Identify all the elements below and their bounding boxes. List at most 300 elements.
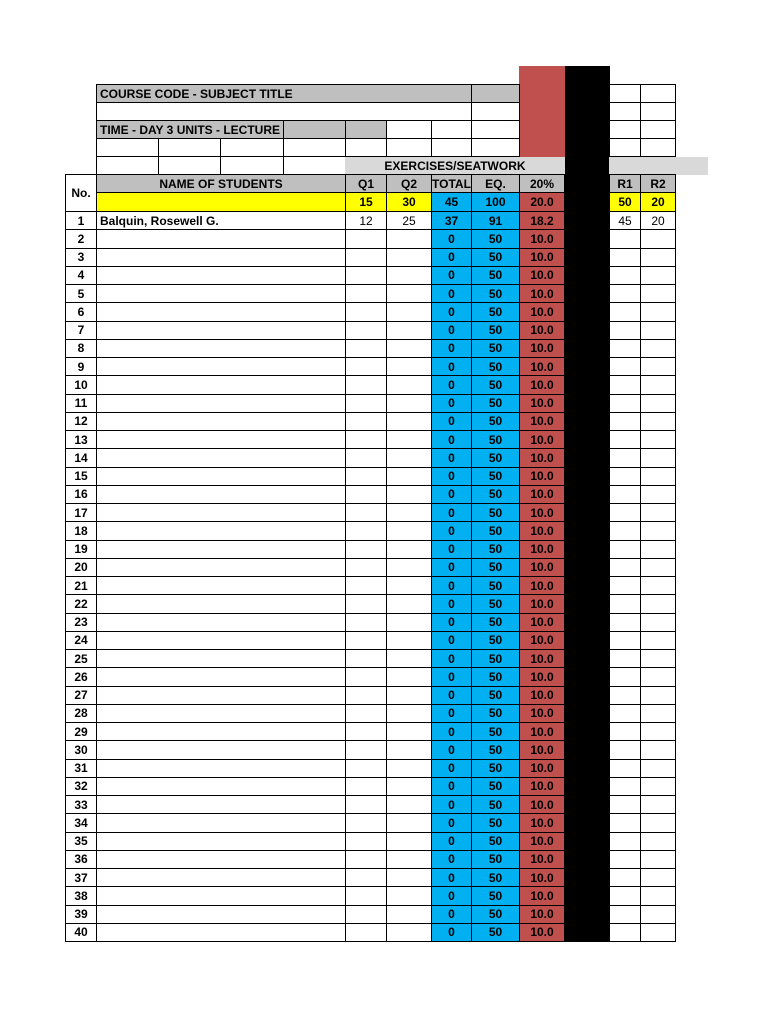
cell-q2[interactable] xyxy=(386,740,432,759)
section-title-exercises[interactable]: EXERCISES/SEATWORK xyxy=(345,157,565,175)
cell-eq[interactable]: 50 xyxy=(471,722,520,741)
cell-total[interactable]: 0 xyxy=(431,357,472,376)
cell-no[interactable]: 13 xyxy=(65,430,97,449)
cell-q1[interactable] xyxy=(345,850,387,869)
cell-total[interactable]: 0 xyxy=(431,284,472,303)
cell-eq[interactable]: 50 xyxy=(471,795,520,814)
cell-name[interactable] xyxy=(96,540,346,559)
cell-r2[interactable] xyxy=(640,339,676,358)
cell-no[interactable]: 40 xyxy=(65,923,97,942)
cell-no[interactable]: 38 xyxy=(65,886,97,905)
cell-no[interactable]: 30 xyxy=(65,740,97,759)
cell-eq[interactable]: 50 xyxy=(471,704,520,723)
column-header-name[interactable]: NAME OF STUDENTS xyxy=(96,174,346,193)
cell-pct[interactable]: 18.2 xyxy=(519,211,565,230)
header-r2-cell[interactable] xyxy=(640,138,676,157)
cell-q1[interactable] xyxy=(345,503,387,522)
cell-q1[interactable] xyxy=(345,339,387,358)
cell-q2[interactable] xyxy=(386,832,432,851)
cell-pct[interactable]: 10.0 xyxy=(519,631,565,650)
header-blank-cell[interactable] xyxy=(345,138,387,157)
cell-pct[interactable]: 10.0 xyxy=(519,649,565,668)
cell-q2[interactable] xyxy=(386,576,432,595)
cell-eq[interactable]: 50 xyxy=(471,777,520,796)
cell-total[interactable]: 0 xyxy=(431,485,472,504)
cell-q2[interactable] xyxy=(386,759,432,778)
header-r2-cell[interactable] xyxy=(640,84,676,103)
cell-q2[interactable] xyxy=(386,339,432,358)
cell-name[interactable] xyxy=(96,430,346,449)
cell-pct[interactable]: 10.0 xyxy=(519,686,565,705)
cell-no[interactable]: 1 xyxy=(65,211,97,230)
cell-total[interactable]: 0 xyxy=(431,521,472,540)
cell-q1[interactable] xyxy=(345,759,387,778)
cell-name[interactable] xyxy=(96,302,346,321)
cell-no[interactable]: 33 xyxy=(65,795,97,814)
cell-eq[interactable]: 50 xyxy=(471,430,520,449)
cell-q2[interactable] xyxy=(386,613,432,632)
cell-r2[interactable] xyxy=(640,832,676,851)
cell-q1[interactable] xyxy=(345,266,387,285)
cell-name[interactable] xyxy=(96,868,346,887)
cell-no[interactable]: 18 xyxy=(65,521,97,540)
cell-q1[interactable] xyxy=(345,886,387,905)
cell-name[interactable] xyxy=(96,412,346,431)
cell-no[interactable]: 26 xyxy=(65,667,97,686)
cell-no[interactable]: 32 xyxy=(65,777,97,796)
column-header-percent[interactable]: 20% xyxy=(519,174,565,193)
cell-no[interactable]: 20 xyxy=(65,558,97,577)
cell-name[interactable] xyxy=(96,722,346,741)
cell-r2[interactable] xyxy=(640,284,676,303)
cell-q1[interactable] xyxy=(345,248,387,267)
cell-r2[interactable] xyxy=(640,558,676,577)
cell-total[interactable]: 0 xyxy=(431,795,472,814)
cell-name[interactable] xyxy=(96,229,346,248)
cell-q2[interactable] xyxy=(386,649,432,668)
cell-eq[interactable]: 50 xyxy=(471,394,520,413)
cell-q2[interactable] xyxy=(386,357,432,376)
cell-total[interactable]: 0 xyxy=(431,832,472,851)
cell-total[interactable]: 0 xyxy=(431,412,472,431)
cell-r2[interactable] xyxy=(640,576,676,595)
cell-r1[interactable] xyxy=(609,485,641,504)
cell-pct[interactable]: 10.0 xyxy=(519,905,565,924)
cell-no[interactable]: 35 xyxy=(65,832,97,851)
cell-r2[interactable] xyxy=(640,594,676,613)
cell-r2[interactable] xyxy=(640,394,676,413)
cell-q1[interactable] xyxy=(345,485,387,504)
cell-r2[interactable] xyxy=(640,813,676,832)
cell-eq[interactable]: 50 xyxy=(471,759,520,778)
time-day-cell[interactable]: TIME - DAY 3 UNITS - LECTURE xyxy=(96,120,284,139)
cell-r2[interactable] xyxy=(640,740,676,759)
cell-eq[interactable]: 50 xyxy=(471,649,520,668)
cell-r2[interactable] xyxy=(640,540,676,559)
cell-eq[interactable]: 50 xyxy=(471,868,520,887)
cell-q2[interactable] xyxy=(386,923,432,942)
cell-total[interactable]: 0 xyxy=(431,558,472,577)
cell-r1[interactable] xyxy=(609,229,641,248)
cell-name[interactable] xyxy=(96,558,346,577)
max-score-q2[interactable]: 30 xyxy=(386,192,432,212)
cell-q1[interactable] xyxy=(345,704,387,723)
header-r1-cell[interactable] xyxy=(609,102,641,121)
cell-eq[interactable]: 50 xyxy=(471,248,520,267)
cell-no[interactable]: 36 xyxy=(65,850,97,869)
cell-name[interactable] xyxy=(96,740,346,759)
cell-total[interactable]: 0 xyxy=(431,375,472,394)
cell-name[interactable] xyxy=(96,375,346,394)
column-header-r1[interactable]: R1 xyxy=(609,174,641,193)
cell-r1[interactable] xyxy=(609,540,641,559)
cell-q1[interactable] xyxy=(345,722,387,741)
cell-q1[interactable] xyxy=(345,357,387,376)
cell-r1[interactable] xyxy=(609,905,641,924)
cell-total[interactable]: 0 xyxy=(431,886,472,905)
header-blank-cell[interactable] xyxy=(220,138,284,157)
header-blank-cell[interactable] xyxy=(386,120,432,139)
cell-pct[interactable]: 10.0 xyxy=(519,832,565,851)
cell-pct[interactable]: 10.0 xyxy=(519,521,565,540)
cell-no[interactable]: 39 xyxy=(65,905,97,924)
cell-no[interactable]: 6 xyxy=(65,302,97,321)
cell-total[interactable]: 0 xyxy=(431,777,472,796)
cell-name[interactable] xyxy=(96,503,346,522)
cell-r1[interactable] xyxy=(609,375,641,394)
cell-r1[interactable] xyxy=(609,430,641,449)
cell-eq[interactable]: 50 xyxy=(471,412,520,431)
cell-pct[interactable]: 10.0 xyxy=(519,412,565,431)
cell-q2[interactable] xyxy=(386,704,432,723)
cell-total[interactable]: 0 xyxy=(431,631,472,650)
cell-total[interactable]: 0 xyxy=(431,649,472,668)
max-score-q1[interactable]: 15 xyxy=(345,192,387,212)
cell-q1[interactable] xyxy=(345,686,387,705)
cell-q1[interactable] xyxy=(345,631,387,650)
cell-total[interactable]: 0 xyxy=(431,722,472,741)
cell-no[interactable]: 29 xyxy=(65,722,97,741)
cell-name[interactable] xyxy=(96,467,346,486)
cell-name[interactable] xyxy=(96,485,346,504)
cell-r1[interactable] xyxy=(609,467,641,486)
cell-pct[interactable]: 10.0 xyxy=(519,485,565,504)
cell-eq[interactable]: 50 xyxy=(471,485,520,504)
cell-total[interactable]: 0 xyxy=(431,868,472,887)
cell-no[interactable]: 12 xyxy=(65,412,97,431)
header-r1-cell[interactable] xyxy=(609,138,641,157)
cell-no[interactable]: 15 xyxy=(65,467,97,486)
cell-no[interactable]: 27 xyxy=(65,686,97,705)
cell-no[interactable]: 7 xyxy=(65,321,97,340)
cell-no[interactable]: 24 xyxy=(65,631,97,650)
cell-r1[interactable] xyxy=(609,722,641,741)
cell-name[interactable] xyxy=(96,923,346,942)
cell-name[interactable] xyxy=(96,832,346,851)
cell-pct[interactable]: 10.0 xyxy=(519,266,565,285)
cell-q2[interactable] xyxy=(386,886,432,905)
cell-r2[interactable] xyxy=(640,923,676,942)
cell-q1[interactable] xyxy=(345,576,387,595)
cell-no[interactable]: 4 xyxy=(65,266,97,285)
cell-no[interactable]: 19 xyxy=(65,540,97,559)
header-blank-cell[interactable] xyxy=(471,138,520,157)
cell-total[interactable]: 0 xyxy=(431,813,472,832)
cell-r1[interactable] xyxy=(609,248,641,267)
cell-no[interactable]: 9 xyxy=(65,357,97,376)
cell-r1[interactable] xyxy=(609,886,641,905)
cell-r2[interactable] xyxy=(640,485,676,504)
cell-r1[interactable] xyxy=(609,266,641,285)
cell-q2[interactable] xyxy=(386,448,432,467)
cell-total[interactable]: 0 xyxy=(431,923,472,942)
cell-r2[interactable] xyxy=(640,905,676,924)
cell-r1[interactable] xyxy=(609,832,641,851)
cell-r1[interactable] xyxy=(609,576,641,595)
cell-name[interactable] xyxy=(96,649,346,668)
cell-r2[interactable] xyxy=(640,722,676,741)
cell-r1[interactable] xyxy=(609,339,641,358)
cell-eq[interactable]: 50 xyxy=(471,467,520,486)
cell-q2[interactable] xyxy=(386,412,432,431)
cell-name[interactable] xyxy=(96,795,346,814)
cell-name[interactable] xyxy=(96,886,346,905)
cell-r2[interactable] xyxy=(640,759,676,778)
cell-r2[interactable] xyxy=(640,667,676,686)
cell-eq[interactable]: 50 xyxy=(471,740,520,759)
cell-total[interactable]: 0 xyxy=(431,759,472,778)
cell-r1[interactable] xyxy=(609,813,641,832)
column-header-no[interactable]: No. xyxy=(65,174,97,212)
cell-name[interactable] xyxy=(96,613,346,632)
cell-r1[interactable] xyxy=(609,631,641,650)
cell-pct[interactable]: 10.0 xyxy=(519,448,565,467)
cell-total[interactable]: 0 xyxy=(431,704,472,723)
cell-r1[interactable] xyxy=(609,302,641,321)
cell-q2[interactable] xyxy=(386,321,432,340)
cell-eq[interactable]: 50 xyxy=(471,540,520,559)
cell-q2[interactable] xyxy=(386,813,432,832)
cell-r1[interactable] xyxy=(609,357,641,376)
cell-q1[interactable]: 12 xyxy=(345,211,387,230)
cell-q2[interactable] xyxy=(386,375,432,394)
cell-q1[interactable] xyxy=(345,375,387,394)
cell-pct[interactable]: 10.0 xyxy=(519,795,565,814)
cell-q2[interactable] xyxy=(386,868,432,887)
max-score-percent[interactable]: 20.0 xyxy=(519,192,565,212)
cell-r1[interactable] xyxy=(609,448,641,467)
cell-q1[interactable] xyxy=(345,832,387,851)
cell-eq[interactable]: 50 xyxy=(471,357,520,376)
cell-q2[interactable]: 25 xyxy=(386,211,432,230)
cell-q2[interactable] xyxy=(386,777,432,796)
cell-q1[interactable] xyxy=(345,868,387,887)
cell-q1[interactable] xyxy=(345,229,387,248)
column-header-r2[interactable]: R2 xyxy=(640,174,676,193)
header-r1-cell[interactable] xyxy=(609,84,641,103)
cell-r2[interactable] xyxy=(640,521,676,540)
cell-r1[interactable] xyxy=(609,795,641,814)
cell-name[interactable] xyxy=(96,686,346,705)
cell-eq[interactable]: 50 xyxy=(471,284,520,303)
cell-q1[interactable] xyxy=(345,795,387,814)
cell-total[interactable]: 0 xyxy=(431,430,472,449)
cell-q2[interactable] xyxy=(386,248,432,267)
cell-r2[interactable] xyxy=(640,248,676,267)
cell-pct[interactable]: 10.0 xyxy=(519,430,565,449)
cell-total[interactable]: 0 xyxy=(431,740,472,759)
cell-name[interactable] xyxy=(96,631,346,650)
header-r1-cell[interactable] xyxy=(609,120,641,139)
cell-r1[interactable] xyxy=(609,594,641,613)
cell-r1[interactable] xyxy=(609,759,641,778)
cell-no[interactable]: 11 xyxy=(65,394,97,413)
cell-total[interactable]: 0 xyxy=(431,503,472,522)
cell-eq[interactable]: 50 xyxy=(471,923,520,942)
cell-pct[interactable]: 10.0 xyxy=(519,321,565,340)
cell-pct[interactable]: 10.0 xyxy=(519,923,565,942)
cell-q2[interactable] xyxy=(386,594,432,613)
cell-pct[interactable]: 10.0 xyxy=(519,339,565,358)
cell-q2[interactable] xyxy=(386,795,432,814)
cell-q1[interactable] xyxy=(345,905,387,924)
cell-pct[interactable]: 10.0 xyxy=(519,248,565,267)
cell-q1[interactable] xyxy=(345,594,387,613)
cell-r1[interactable] xyxy=(609,521,641,540)
cell-q1[interactable] xyxy=(345,613,387,632)
cell-r2[interactable] xyxy=(640,302,676,321)
header-blank-cell[interactable] xyxy=(220,156,284,175)
cell-q2[interactable] xyxy=(386,521,432,540)
cell-no[interactable]: 5 xyxy=(65,284,97,303)
cell-name[interactable] xyxy=(96,521,346,540)
cell-q2[interactable] xyxy=(386,229,432,248)
cell-total[interactable]: 0 xyxy=(431,905,472,924)
cell-r1[interactable] xyxy=(609,321,641,340)
cell-pct[interactable]: 10.0 xyxy=(519,302,565,321)
cell-eq[interactable]: 50 xyxy=(471,321,520,340)
cell-pct[interactable]: 10.0 xyxy=(519,850,565,869)
cell-r2[interactable] xyxy=(640,229,676,248)
cell-q2[interactable] xyxy=(386,631,432,650)
cell-total[interactable]: 0 xyxy=(431,266,472,285)
cell-total[interactable]: 0 xyxy=(431,576,472,595)
cell-total[interactable]: 0 xyxy=(431,686,472,705)
header-blank-cell[interactable] xyxy=(96,156,159,175)
cell-name[interactable] xyxy=(96,777,346,796)
cell-name[interactable] xyxy=(96,266,346,285)
cell-r2[interactable] xyxy=(640,266,676,285)
cell-r1[interactable] xyxy=(609,284,641,303)
cell-total[interactable]: 0 xyxy=(431,321,472,340)
cell-no[interactable]: 2 xyxy=(65,229,97,248)
cell-eq[interactable]: 50 xyxy=(471,576,520,595)
max-score-eq[interactable]: 100 xyxy=(471,192,520,212)
course-code-aux-cell[interactable] xyxy=(471,84,520,103)
cell-name[interactable] xyxy=(96,667,346,686)
cell-pct[interactable]: 10.0 xyxy=(519,375,565,394)
cell-pct[interactable]: 10.0 xyxy=(519,558,565,577)
cell-q2[interactable] xyxy=(386,686,432,705)
cell-q1[interactable] xyxy=(345,430,387,449)
cell-name[interactable] xyxy=(96,321,346,340)
cell-name[interactable] xyxy=(96,850,346,869)
max-score-total[interactable]: 45 xyxy=(431,192,472,212)
cell-r2[interactable] xyxy=(640,357,676,376)
cell-pct[interactable]: 10.0 xyxy=(519,284,565,303)
cell-total[interactable]: 0 xyxy=(431,394,472,413)
header-blank-cell[interactable] xyxy=(386,138,432,157)
cell-pct[interactable]: 10.0 xyxy=(519,229,565,248)
cell-r1[interactable] xyxy=(609,649,641,668)
cell-q1[interactable] xyxy=(345,321,387,340)
header-r2-cell[interactable] xyxy=(640,102,676,121)
cell-eq[interactable]: 50 xyxy=(471,339,520,358)
cell-eq[interactable]: 50 xyxy=(471,375,520,394)
cell-q1[interactable] xyxy=(345,923,387,942)
column-header-q2[interactable]: Q2 xyxy=(386,174,432,193)
cell-name[interactable] xyxy=(96,339,346,358)
cell-total[interactable]: 0 xyxy=(431,594,472,613)
header-gray-cell[interactable] xyxy=(283,120,346,139)
cell-pct[interactable]: 10.0 xyxy=(519,613,565,632)
cell-eq[interactable]: 50 xyxy=(471,631,520,650)
cell-q1[interactable] xyxy=(345,540,387,559)
cell-pct[interactable]: 10.0 xyxy=(519,759,565,778)
cell-no[interactable]: 23 xyxy=(65,613,97,632)
cell-r1[interactable] xyxy=(609,503,641,522)
cell-no[interactable]: 25 xyxy=(65,649,97,668)
cell-eq[interactable]: 50 xyxy=(471,594,520,613)
cell-total[interactable]: 0 xyxy=(431,850,472,869)
cell-eq[interactable]: 50 xyxy=(471,266,520,285)
cell-r1[interactable] xyxy=(609,412,641,431)
header-blank-cell[interactable] xyxy=(96,102,472,121)
cell-pct[interactable]: 10.0 xyxy=(519,467,565,486)
max-score-r1[interactable]: 50 xyxy=(609,192,641,212)
cell-eq[interactable]: 50 xyxy=(471,905,520,924)
cell-q1[interactable] xyxy=(345,667,387,686)
cell-q1[interactable] xyxy=(345,302,387,321)
cell-name[interactable] xyxy=(96,357,346,376)
cell-q2[interactable] xyxy=(386,266,432,285)
cell-total[interactable]: 0 xyxy=(431,229,472,248)
cell-total[interactable]: 0 xyxy=(431,613,472,632)
cell-q1[interactable] xyxy=(345,813,387,832)
cell-r1[interactable] xyxy=(609,704,641,723)
cell-pct[interactable]: 10.0 xyxy=(519,667,565,686)
cell-name[interactable] xyxy=(96,394,346,413)
cell-eq[interactable]: 50 xyxy=(471,850,520,869)
max-score-name-cell[interactable] xyxy=(96,192,346,212)
cell-q1[interactable] xyxy=(345,284,387,303)
cell-name[interactable] xyxy=(96,704,346,723)
cell-eq[interactable]: 50 xyxy=(471,558,520,577)
cell-pct[interactable]: 10.0 xyxy=(519,704,565,723)
cell-r2[interactable] xyxy=(640,412,676,431)
cell-eq[interactable]: 50 xyxy=(471,686,520,705)
cell-eq[interactable]: 50 xyxy=(471,229,520,248)
cell-r2[interactable] xyxy=(640,430,676,449)
cell-r2[interactable] xyxy=(640,613,676,632)
cell-q1[interactable] xyxy=(345,649,387,668)
cell-q1[interactable] xyxy=(345,394,387,413)
cell-pct[interactable]: 10.0 xyxy=(519,740,565,759)
cell-r1[interactable] xyxy=(609,613,641,632)
cell-no[interactable]: 22 xyxy=(65,594,97,613)
cell-no[interactable]: 14 xyxy=(65,448,97,467)
cell-no[interactable]: 37 xyxy=(65,868,97,887)
